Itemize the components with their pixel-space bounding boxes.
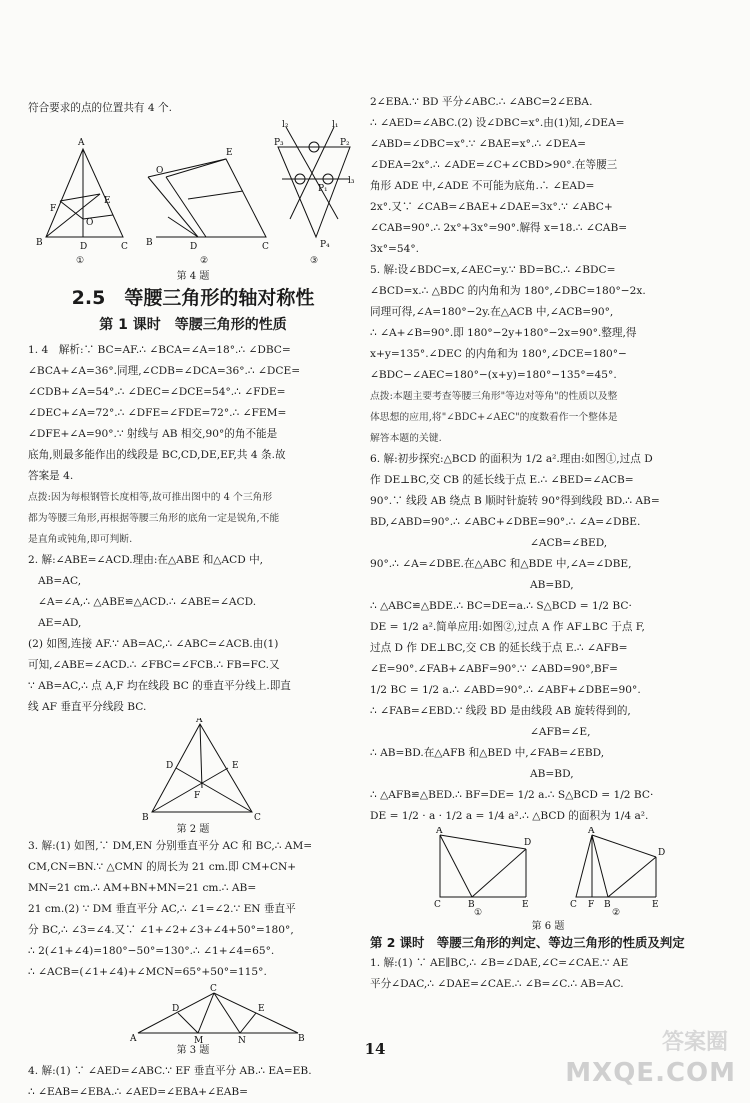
answer-line: 答案是 4. — [28, 470, 74, 482]
svg-text:D: D — [80, 242, 88, 252]
answer-line: 6. 解:初步探究:△BCD 的面积为 1/2 a².理由:如图①,过点 D — [370, 453, 653, 465]
answer-line: 21 cm.(2) ∵ DM 垂直平分 AC,∴ ∠1=∠2.∵ EN 垂直平 — [28, 903, 296, 915]
svg-text:A: A — [436, 827, 443, 836]
answer-line: AB=AC, — [38, 575, 82, 587]
svg-text:A: A — [78, 138, 85, 148]
answer-line: 5. 解:设∠BDC=x,∠AEC=y.∵ BD=BC.∴ ∠BDC= — [370, 264, 616, 276]
answer-line: 过点 D 作 DE⊥BC,交 CB 的延长线于点 E.∴ ∠AFB= — [370, 642, 628, 654]
lesson-2-answer-1 — [370, 953, 726, 995]
answer-line: 4. 解:(1) ∵ ∠AED=∠ABC.∵ EF 垂直平分 AB.∴ EA=EB. — [28, 1065, 312, 1077]
lesson-title: 第 1 课时 等腰三角形的性质 — [99, 317, 287, 333]
svg-text:C: C — [434, 900, 441, 910]
answer-line: 1. 解:(1) ∵ AE∥BC,∴ ∠B=∠DAE,∠C=∠CAE.∵ AE — [370, 957, 629, 969]
answer-line: ∠DFE+∠A=90°.∵ 射线与 AB 相交,90°的角不能是 — [28, 428, 278, 440]
answer-2 — [28, 550, 358, 718]
tip-line: 点拨:因为每根钢管长度相等,故可推出图中的 4 个三角形 — [28, 492, 273, 503]
svg-text:D: D — [524, 838, 532, 848]
answer-line: ∠CAB=90°.∴ 2x°+3x°=90°.解得 x=18.∴ ∠CAB= — [370, 222, 628, 234]
tip-line: 是直角或钝角,即可判断. — [28, 534, 133, 545]
fig4-label-2: ② — [200, 256, 209, 266]
answer-line: 90°.∵ 线段 AB 绕点 B 顺时针旋转 90°得到线段 BD.∴ AB= — [370, 495, 660, 507]
answer-line: ∴ 2(∠1+∠4)=180°−50°=130°.∴ ∠1+∠4=65°. — [28, 945, 275, 957]
svg-text:D: D — [172, 1004, 180, 1014]
answer-line: BD,∠ABD=90°.∴ ∠ABC+∠DBE=90°.∴ ∠A=∠DBE. — [370, 516, 641, 528]
answer-line: 2. 解:∠ABE=∠ACD.理由:在△ABE 和△ACD 中, — [28, 554, 264, 566]
answer-line: ∴ AB=BD.在△AFB 和△BED 中,∠FAB=∠EBD, — [370, 747, 605, 759]
answer-line: ∠ABD=∠DBC=x°.∵ ∠BAE=x°.∴ ∠DEA= — [370, 138, 587, 150]
svg-text:E: E — [226, 148, 233, 158]
answer-line: 作 DE⊥BC,交 CB 的延长线于点 E.∴ ∠BED=∠ACB= — [370, 474, 634, 486]
answer-line: ∠DEA=2x°.∴ ∠ADE=∠C+∠CBD>90°.在等腰三 — [370, 159, 618, 171]
svg-text:A: A — [130, 1034, 137, 1044]
svg-text:C: C — [254, 813, 261, 822]
answer-line: AE=AD, — [38, 617, 82, 629]
svg-text:E: E — [232, 761, 239, 771]
svg-text:D: D — [190, 242, 198, 252]
svg-text:A: A — [588, 827, 595, 836]
figure-3-diagram — [28, 983, 358, 1045]
answer-line: 分 BC,∴ ∠3=∠4.又∵ ∠1+∠2+∠3+∠4+50°=180°, — [28, 924, 294, 936]
lesson-2-title: 第 2 课时 等腰三角形的判定、等边三角形的性质及判定 — [370, 935, 685, 950]
svg-text:B: B — [142, 813, 149, 822]
answer-line: 线 AF 垂直平分线段 BC. — [28, 701, 147, 713]
answer-line: ∴ ∠EAB=∠EBA.∴ ∠AED=∠EBA+∠EAB= — [28, 1086, 249, 1098]
answer-5 — [370, 260, 726, 449]
svg-text:C: C — [262, 242, 269, 252]
svg-text:F: F — [50, 204, 57, 214]
svg-text:E: E — [522, 900, 529, 910]
answer-line: ∠A=∠A,∴ △ABE≌△ACD.∴ ∠ABE=∠ACD. — [38, 596, 257, 608]
watermark: MXQE.COM — [565, 1058, 736, 1088]
svg-text:B: B — [146, 238, 153, 248]
answer-line: 2x°.又∵ ∠CAB=∠BAE+∠DAE=3x°.∵ ∠ABC+ — [370, 201, 613, 213]
answer-line: 可知,∠ABE=∠ACD.∴ ∠FBC=∠FCB.∴ FB=FC.又 — [28, 659, 280, 671]
svg-text:C: C — [210, 984, 217, 994]
svg-text:E: E — [652, 900, 659, 910]
svg-text:F: F — [194, 791, 201, 801]
fig6-label-1: ① — [474, 908, 483, 917]
svg-text:P₂: P₂ — [340, 138, 350, 148]
figure-6 — [370, 827, 726, 932]
answer-line: 角形 ADE 中,∠ADE 不可能为底角.∴ ∠EAD= — [370, 180, 595, 192]
svg-text:O: O — [86, 218, 94, 228]
answer-line: 3. 解:(1) 如图,∵ DM,EN 分别垂直平分 AC 和 BC,∴ AM= — [28, 840, 313, 852]
answer-line: CM,CN=BN.∵ △CMN 的周长为 21 cm.即 CM+CN+ — [28, 861, 297, 873]
answer-line: ∵ AB=AC,∴ 点 A,F 均在线段 BC 的垂直平分线上.即直 — [28, 680, 291, 692]
svg-text:C: C — [570, 900, 577, 910]
figure-6-caption: 第 6 题 — [531, 921, 565, 932]
answer-line: AB=BD, — [530, 579, 574, 591]
page-number: 14 — [364, 1040, 386, 1058]
answer-4 — [28, 1061, 358, 1103]
svg-text:l₂: l₂ — [282, 120, 289, 130]
watermark-top: 答案圈 — [661, 1030, 728, 1055]
fig4-label-3: ③ — [310, 256, 319, 266]
svg-text:C: C — [121, 242, 128, 252]
svg-text:E: E — [104, 196, 111, 206]
answer-3 — [28, 836, 358, 983]
figure-2-diagram — [28, 718, 358, 822]
section-title: 2.5 等腰三角形的轴对称性 — [71, 287, 315, 309]
svg-text:l₃: l₃ — [348, 176, 355, 186]
answer-line: 1. 4 解析:∵ BC=AF.∴ ∠BCA=∠A=18°.∴ ∠DBC= — [28, 344, 291, 356]
answer-line: (2) 如图,连接 AF.∵ AB=AC,∴ ∠ABC=∠ACB.由(1) — [28, 638, 279, 650]
answer-line: ∠CDB+∠A=54°.∴ ∠DEC=∠DCE=54°.∴ ∠FDE= — [28, 386, 286, 398]
svg-text:B: B — [36, 238, 43, 248]
answer-line: ∴ ∠A+∠B=90°.即 180°−2y+180°−2x=90°.整理,得 — [370, 327, 637, 339]
answer-line: 2∠EBA.∵ BD 平分∠ABC.∴ ∠ABC=2∠EBA. — [370, 96, 593, 108]
figure-4 — [28, 119, 358, 282]
answer-line: ∴ △AFB≌△BED.∴ BF=DE= 1/2 a.∴ S△BCD = 1/2 BC· — [370, 789, 654, 801]
answer-line: 3x°=54°. — [370, 243, 420, 255]
svg-text:B: B — [468, 900, 475, 910]
answer-line: ∴ ∠FAB=∠EBD.∵ 线段 BD 是由线段 AB 旋转得到的, — [370, 705, 631, 717]
answer-line: AB=BD, — [530, 768, 574, 780]
answer-line: 平分∠DAC,∴ ∠DAE=∠CAE.∴ ∠B=∠C.∴ AB=AC. — [370, 978, 624, 990]
svg-text:N: N — [238, 1036, 246, 1045]
right-column — [370, 92, 726, 995]
fig6-label-2: ② — [612, 908, 621, 917]
answer-line: 1/2 BC = 1/2 a.∴ ∠ABD=90°.∴ ∠ABF+∠DBE=90°. — [370, 684, 641, 696]
answer-6 — [370, 449, 726, 827]
answer-line: ∴ ∠AED=∠ABC.(2) 设∠DBC=x°.由(1)知,∠DEA= — [370, 117, 625, 129]
figure-4-caption: 第 4 题 — [176, 271, 210, 282]
answer-1 — [28, 340, 358, 550]
answer-line: ∠BDC−∠AEC=180°−(x+y)=180°−135°=45°. — [370, 369, 617, 381]
left-column — [28, 92, 358, 1103]
answer-line: 底角,则最多能作出的线段是 BC,CD,DE,EF,共 4 条.故 — [28, 449, 286, 461]
answer-line: DE = 1/2 · a · 1/2 a = 1/4 a².∴ △BCD 的面积为 1/4 a². — [370, 810, 649, 822]
tip-line: 都为等腰三角形,再根据等腰三角形的底角一定是锐角,不能 — [28, 513, 280, 524]
answer-line: ∴ △ABC≌△BDE.∴ BC=DE=a.∴ S△BCD = 1/2 BC· — [370, 600, 632, 612]
tip-line: 体思想的应用,将"∠BDC+∠AEC"的度数看作一个整体是 — [370, 412, 618, 423]
svg-text:B: B — [604, 900, 611, 910]
svg-text:P₄: P₄ — [320, 240, 330, 250]
answer-line: ∴ ∠ACB=(∠1+∠4)+∠MCN=65°+50°=115°. — [28, 966, 267, 978]
answer-line: DE = 1/2 a².简单应用:如图②,过点 A 作 AF⊥BC 于点 F, — [370, 621, 645, 633]
svg-text:M: M — [194, 1036, 204, 1045]
figure-3-caption: 第 3 题 — [176, 1045, 210, 1056]
answer-line: ∠BCD=x.∴ △BDC 的内角和为 180°,∠DBC=180°−2x. — [370, 285, 646, 297]
figure-6-diagram — [370, 827, 726, 917]
answer-4-cont — [370, 92, 726, 260]
fig4-label-1: ① — [76, 256, 85, 266]
svg-text:D: D — [658, 848, 666, 858]
tip-line: 点拨:本题主要考查等腰三角形"等边对等角"的性质以及整 — [370, 391, 618, 402]
fig4-triangle-1 — [46, 149, 123, 237]
svg-text:O: O — [156, 166, 164, 176]
answer-line: ∠ACB=∠BED, — [530, 537, 608, 549]
answer-line: ∠DEC+∠A=72°.∴ ∠DFE=∠FDE=72°.∴ ∠FEM= — [28, 407, 287, 419]
svg-text:l₁: l₁ — [332, 120, 339, 130]
svg-text:A: A — [196, 718, 203, 725]
answer-line: ∠AFB=∠E, — [530, 726, 591, 738]
svg-text:F: F — [588, 900, 595, 910]
answer-line: ∠E=90°.∠FAB+∠ABF=90°.∵ ∠ABD=90°,BF= — [370, 663, 618, 675]
figure-2-caption: 第 2 题 — [176, 824, 210, 835]
figure-2 — [28, 718, 358, 836]
tip-line: 解答本题的关键. — [370, 433, 442, 444]
fig4-triangle-2 — [148, 159, 266, 237]
svg-text:D: D — [166, 761, 174, 771]
answer-line: x+y=135°.∠DEC 的内角和为 180°,∠DCE=180°− — [370, 348, 627, 360]
svg-text:B: B — [298, 1034, 305, 1044]
figure-4-diagram — [28, 119, 358, 269]
top-line: 符合要求的点的位置共有 4 个. — [28, 102, 172, 114]
svg-text:P₁: P₁ — [318, 184, 328, 194]
svg-text:E: E — [258, 1004, 265, 1014]
answer-line: 90°.∴ ∠A=∠DBE.在△ABC 和△BDE 中,∠A=∠DBE, — [370, 558, 632, 570]
answer-line: 同理可得,∠A=180°−2y.在△ACB 中,∠ACB=90°, — [370, 306, 614, 318]
svg-text:P₃: P₃ — [274, 138, 284, 148]
answer-line: MN=21 cm.∴ AM+BN+MN=21 cm.∴ AB= — [28, 882, 257, 894]
answer-line: ∠BCA+∠A=36°.同理,∠CDB=∠DCA=36°.∴ ∠DCE= — [28, 365, 301, 377]
